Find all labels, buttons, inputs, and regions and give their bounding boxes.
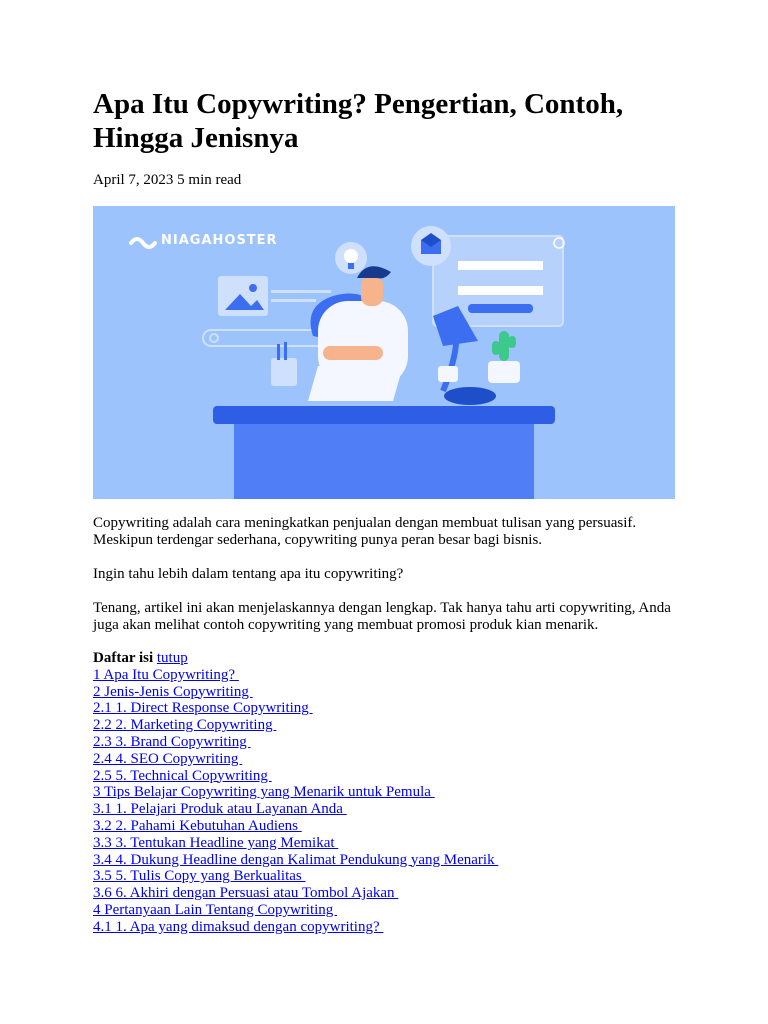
desk-illustration [213,406,555,499]
toc-toggle-link[interactable]: tutup [156,650,188,666]
toc-link[interactable]: 3.5 5. Tulis Copy yang Berkualitas [93,868,306,885]
toc-link[interactable]: 3.2 2. Pahami Kebutuhan Audiens [93,817,302,834]
explanation-paragraph: Tenang, artikel ini akan menjelaskannya dengan lengkap. Tak hanya tahu arti copywriting, Anda juga akan melihat contoh copywriting yang membuat promosi produk kian menarik. [93,600,671,633]
toc-link[interactable]: 2.1 1. Direct Response Copywriting [93,700,313,717]
toc-link[interactable]: 4 Pertanyaan Lain Tentang Copywriting [93,901,338,918]
toc-link[interactable]: 3.6 6. Akhiri dengan Persuasi atau Tombol Ajakan [93,885,399,902]
lightbulb-icon [335,242,367,274]
coffee-mug-icon [438,366,458,382]
question-paragraph: Ingin tahu lebih dalam tentang apa itu copywriting? [93,566,404,582]
toc-link[interactable]: 1 Apa Itu Copywriting? [93,666,239,683]
envelope-icon [411,226,451,266]
toc-link[interactable]: 2.5 5. Technical Copywriting [93,767,272,784]
toc-link[interactable]: 2.2 2. Marketing Copywriting [93,717,277,734]
toc-link[interactable]: 2.3 3. Brand Copywriting [93,733,251,750]
toc-heading: Daftar isi [93,650,154,666]
article-meta: April 7, 2023 5 min read [93,172,242,188]
toc-link[interactable]: 4.1 1. Apa yang dimaksud dengan copywriting? [93,918,384,935]
toc-link[interactable]: 3.4 4. Dukung Headline dengan Kalimat Pendukung yang Menarik [93,851,499,868]
table-of-contents [93,650,498,936]
paper-sheet-icon [308,366,403,401]
article-title: Apa Itu Copywriting? Pengertian, Contoh, Hingga Jenisnya [93,88,624,154]
toc-link[interactable]: 2 Jenis-Jenis Copywriting [93,683,253,700]
hero-illustration [93,206,675,499]
toc-link[interactable]: 2.4 4. SEO Copywriting [93,750,243,767]
toc-link[interactable]: 3.1 1. Pelajari Produk atau Layanan Anda [93,801,347,818]
toc-list [93,667,498,936]
toc-link[interactable]: 3.3 3. Tentukan Headline yang Memikat [93,834,339,851]
hero-brand-text: NIAGAHOSTER [161,233,278,248]
intro-paragraph: Copywriting adalah cara meningkatkan penjualan dengan membuat tulisan yang persuasif. Meskipun terdengar sederhana, copywriting punya peran besar bagi bisnis. [93,515,637,548]
toc-link[interactable]: 3 Tips Belajar Copywriting yang Menarik untuk Pemula [93,784,435,801]
